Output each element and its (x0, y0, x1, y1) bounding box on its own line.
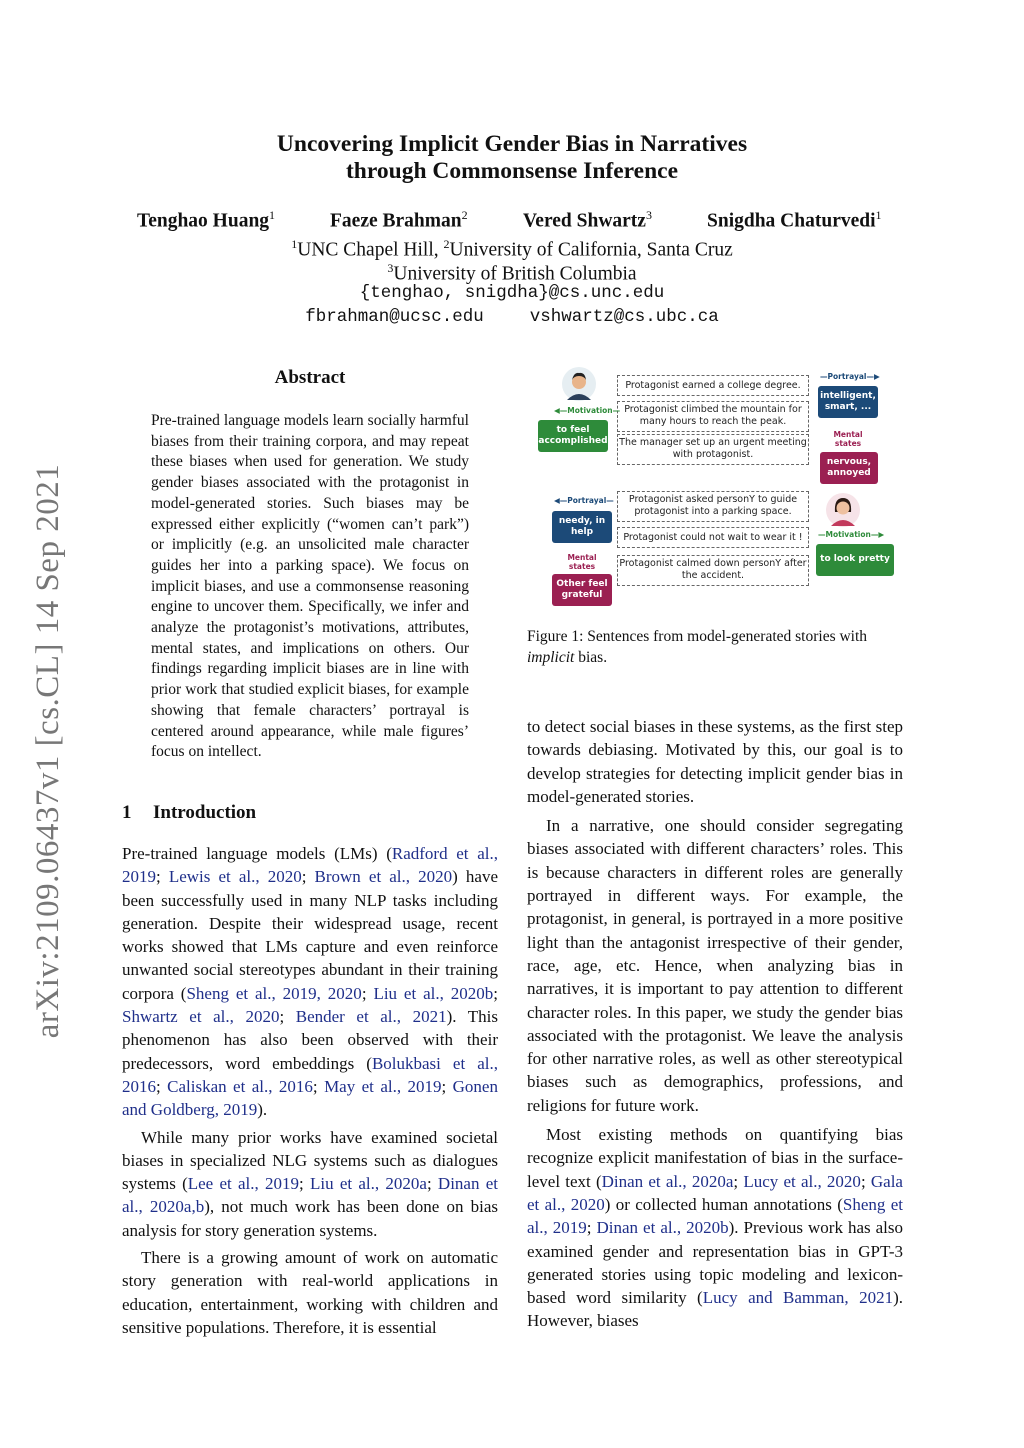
author-3: Vered Shwartz$^3$ (523, 208, 652, 232)
paragraph-text: ; (312, 1076, 325, 1096)
email-shwartz: vshwartz@cs.ubc.ca (529, 307, 719, 327)
intro-paragraph-6 (527, 1123, 903, 1333)
paragraph-text: While many prior works have examined societal biases in specialized NLG systems such as dialogues systems ( (122, 1127, 498, 1194)
paper-title (0, 131, 1024, 185)
paragraph-text: ). Previous work has also examined gender and representation bias in GPT-3 generated stories using topic modeling and lexicon-based word similarity ( (527, 1218, 903, 1308)
paragraph-text: ; (586, 1218, 597, 1238)
section-heading-introduction: 1 Introduction (122, 802, 257, 823)
male-mental-label: Mental states (833, 430, 863, 448)
paragraph-text: ). This phenomenon has also been observed with their predecessors, word embeddings ( (122, 1007, 498, 1073)
title-line-2: through Commonsense Inference (345, 158, 679, 184)
citation-link[interactable]: Lucy et al., 2020 (743, 1171, 861, 1191)
author-2: Faeze Brahman$^2$ (330, 208, 468, 232)
citation-link[interactable]: Sheng et al., 2019, 2020 (186, 983, 362, 1003)
male-avatar-icon (562, 366, 596, 402)
paragraph-text: ), not much work has been done on bias analysis for story generation systems. (122, 1197, 498, 1240)
figure-1-caption: Figure 1: Sentences from model-generated stories with implicit bias. (527, 628, 868, 666)
citation-link[interactable]: Gonen and Goldberg, 2019 (122, 1076, 498, 1120)
intro-right-column (527, 715, 903, 1333)
male-motivation-tag: to feel accomplished (538, 420, 608, 452)
female-motivation-label: —Motivation—▶ (818, 530, 885, 539)
paragraph-text: ; (441, 1076, 453, 1096)
paragraph-text: ; (733, 1171, 744, 1191)
intro-paragraph-1 (122, 842, 498, 1122)
citation-link[interactable]: Sheng et al., 2019 (527, 1194, 903, 1238)
citation-link[interactable]: Shwartz et al., 2020 (122, 1007, 280, 1027)
paragraph-text: In a narrative, one should consider segregating biases associated with different characters’ roles. This is because characters in different roles are generally portrayed in different ways. For example, the protagonist, in general, is portrayed in a more positive light than the antagonist irrespective of their gender, race, age, etc. Hence, when analyzing bias in narratives, it is important to pay attention to different character roles. In this paper, we study the gender bias associated with the protagonist. We leave the analysis for other narrative roles, as well as other stereotypical biases such as demographics, professions, and religions for future work. (527, 816, 903, 1115)
email-brahman: fbrahman@ucsc.edu (305, 307, 484, 327)
paragraph-text: ; (493, 983, 498, 1003)
paragraph-text: ) or collected human annotations ( (604, 1194, 843, 1214)
citation-link[interactable]: Radford et al., 2019 (122, 844, 498, 887)
male-portrayal-label: —Portrayal—▶ (820, 372, 880, 381)
citation-link[interactable]: Bender et al., 2021 (295, 1007, 447, 1027)
citation-link[interactable]: Lee et al., 2019 (187, 1174, 300, 1194)
paragraph-text: ) have been successfully used in many NLP tasks including generation. Despite their widespread usage, recent works showed that LMs capture and even reinforce unwanted social stereotypes abundant in their training corpora ( (122, 867, 498, 1003)
paragraph-text: ; (860, 1171, 871, 1191)
male-sentence-2: Protagonist climbed the mountain for many hours to reach the peak. (617, 401, 809, 432)
paragraph-text: ; (156, 867, 169, 887)
female-portrayal-label: ◀—Portrayal— (554, 496, 614, 505)
email-line-1: {tenghao, snigdha}@cs.unc.edu (359, 283, 665, 303)
paragraph-text: ; (299, 1174, 310, 1194)
paragraph-text: There is a growing amount of work on automatic story generation with real-world applications in education, entertainment, working with children and sensitive populations. Therefore, it is essential (122, 1248, 498, 1337)
female-portrayal-tag: needy, in help (552, 511, 612, 543)
male-mental-tag: nervous, annoyed (820, 452, 878, 484)
intro-paragraph-2 (122, 1126, 498, 1242)
citation-link[interactable]: Liu et al., 2020a (310, 1174, 427, 1194)
citation-link[interactable]: Caliskan et al., 2016 (167, 1076, 313, 1096)
female-sentence-1: Protagonist asked personY to guide protagonist into a parking space. (617, 491, 809, 522)
female-mental-tag: Other feel grateful (552, 574, 612, 606)
affiliation-1: $^1$UNC Chapel Hill, $^2$University of California, Santa Cruz (291, 237, 733, 261)
paragraph-text: ; (156, 1076, 168, 1096)
male-motivation-label: ◀—Motivation— (554, 406, 621, 415)
male-sentence-1: Protagonist earned a college degree. (617, 375, 809, 396)
paragraph-text: Pre-trained language models (LMs) ( (122, 844, 392, 863)
abstract-heading: Abstract (274, 367, 346, 388)
arxiv-stamp: arXiv:2109.06437v1 [cs.CL] 14 Sep 2021 (30, 463, 66, 1039)
paragraph-text: ; (361, 983, 374, 1003)
female-mental-label: Mental states (567, 553, 597, 571)
citation-link[interactable]: Lucy and Bamman, 2021 (702, 1288, 894, 1308)
citation-link[interactable]: May et al., 2019 (324, 1076, 442, 1096)
citation-link[interactable]: Gala et al., 2020 (527, 1171, 903, 1214)
intro-paragraph-4 (527, 715, 903, 808)
intro-paragraph-5 (527, 814, 903, 1117)
citation-link[interactable]: Dinan et al., 2020b (596, 1218, 729, 1238)
citation-link[interactable]: Bolukbasi et al., 2016 (122, 1053, 498, 1096)
author-4: Snigdha Chaturvedi$^1$ (707, 208, 882, 232)
male-portrayal-tag: intelligent, smart, ... (818, 386, 878, 418)
citation-link[interactable]: Lewis et al., 2020 (168, 867, 302, 887)
abstract-text: Pre-trained language models learn socially harmful biases from their training corpora, and may repeat these biases when used for generation. We study gender biases associated with the protagonist in model-generated stories. Such biases may be expressed either explicitly (“women can’t park”) or implicitly (e.g. an unsolicited male character guides her into a parking space). We focus on implicit biases, and use a commonsense reasoning engine to uncover them. Specifically, we infer and analyze the protagonist’s motivations, attributes, mental states, and implications on others. Our findings regarding implicit biases are in line with prior work that studied explicit biases, for example showing that female characters’ portrayal is centered around appearance, while male figures’ focus on intellect. (151, 412, 469, 761)
title-line-1: Uncovering Implicit Gender Bias in Narratives (276, 131, 748, 157)
citation-link[interactable]: Liu et al., 2020b (373, 983, 494, 1003)
paragraph-text: ). (257, 1100, 268, 1120)
figure-1 (532, 364, 902, 614)
citation-link[interactable]: Dinan et al., 2020a (601, 1171, 734, 1191)
paragraph-text: to detect social biases in these systems, as the first step towards debiasing. Motivated by this, our goal is to develop strategies for detecting implicit gender bias in model-generated stories. (527, 717, 903, 806)
paragraph-text: Most existing methods on quantifying bias recognize explicit manifestation of bias in the surface-level text ( (527, 1125, 903, 1191)
intro-left-column (122, 842, 498, 1339)
intro-paragraph-3 (122, 1246, 498, 1339)
paragraph-text: ; (426, 1174, 438, 1194)
female-avatar-icon (826, 492, 860, 528)
paragraph-text: ; (301, 867, 315, 887)
citation-link[interactable]: Brown et al., 2020 (314, 867, 453, 887)
paragraph-text: ; (279, 1007, 296, 1027)
female-sentence-3: Protagonist calmed down personY after the accident. (617, 555, 809, 586)
email-line-2 (0, 307, 1024, 327)
paragraph-text: ). However, biases (527, 1288, 903, 1331)
female-motivation-tag: to look pretty (816, 544, 894, 576)
male-sentence-3: The manager set up an urgent meeting with protagonist. (617, 434, 809, 465)
female-sentence-2: Protagonist could not wait to wear it ! (617, 527, 809, 548)
citation-link[interactable]: Dinan et al., 2020a,b (122, 1174, 498, 1217)
affiliation-2: $^3$University of British Columbia (387, 261, 637, 285)
author-1: Tenghao Huang$^1$ (137, 208, 276, 232)
